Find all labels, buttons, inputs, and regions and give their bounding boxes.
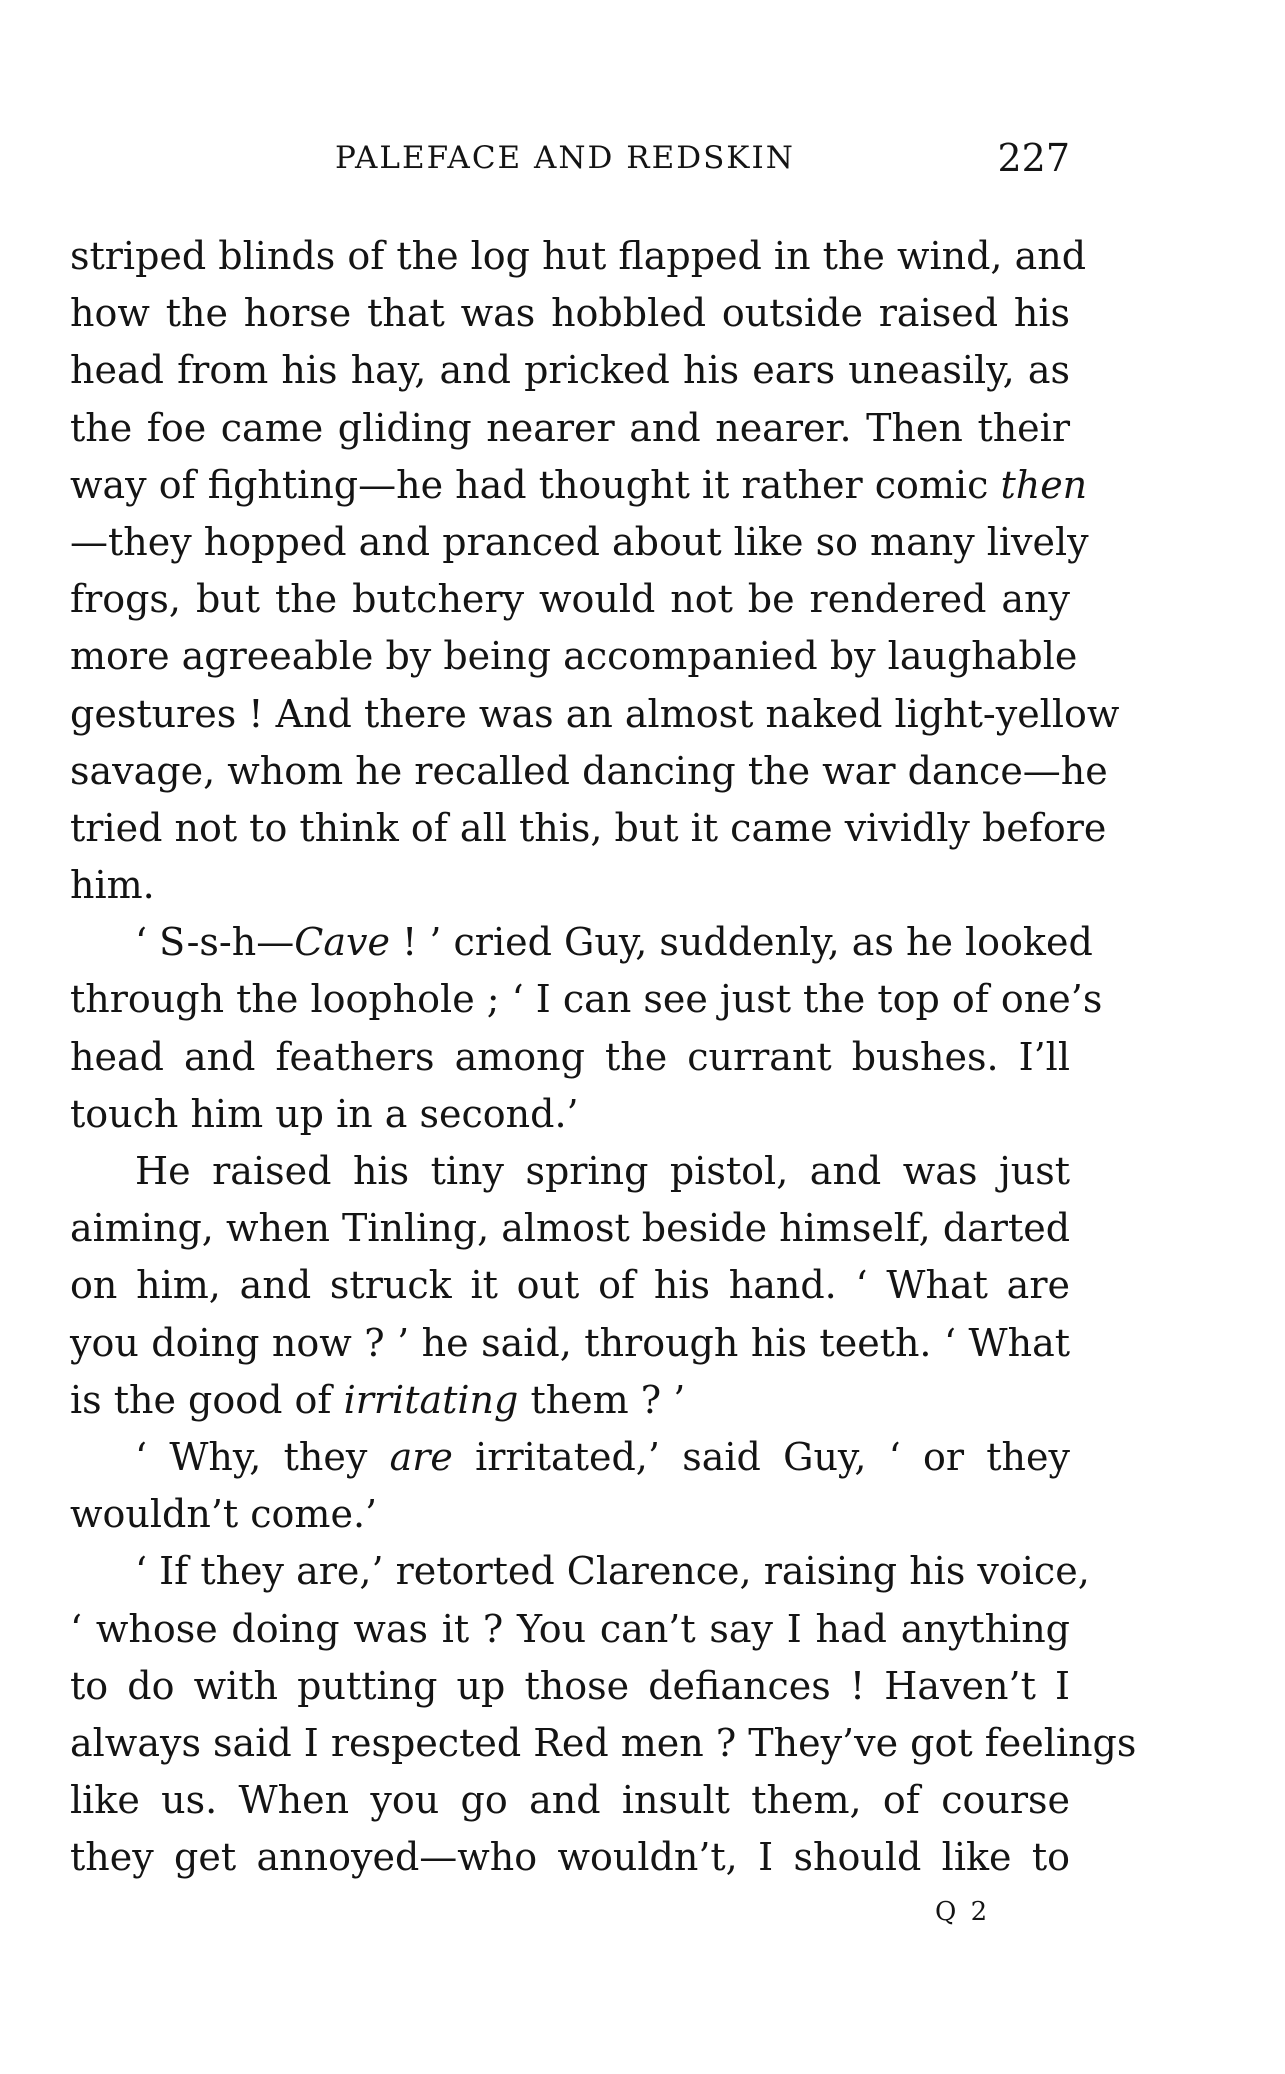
text-line bbox=[70, 971, 1103, 1028]
text-segment: gestures ! And there was an almost naked light-yellow bbox=[70, 691, 1120, 736]
text-segment: the foe came gliding nearer and nearer. Then their bbox=[70, 405, 1070, 450]
text-line bbox=[70, 743, 1108, 800]
text-line bbox=[70, 1543, 1090, 1600]
text-segment: irritated,’ said Guy, ‘ or they bbox=[452, 1434, 1070, 1479]
text-segment: always said I respected Red men ? They’ve got feelings bbox=[70, 1720, 1137, 1765]
running-title: PALEFACE AND REDSKIN bbox=[335, 140, 795, 176]
text-line bbox=[70, 1829, 1070, 1886]
text-line bbox=[70, 1143, 1070, 1200]
text-line bbox=[70, 571, 1070, 628]
signature-mark: Q 2 bbox=[935, 1897, 991, 1927]
text-line bbox=[70, 1715, 1137, 1772]
text-segment: wouldn’t come.’ bbox=[70, 1492, 378, 1537]
text-segment: is the good of bbox=[70, 1377, 344, 1422]
text-line bbox=[70, 1486, 1070, 1543]
text-segment: head and feathers among the currant bushes. I’ll bbox=[70, 1034, 1070, 1079]
text-line bbox=[70, 400, 1070, 457]
text-line bbox=[70, 1257, 1070, 1314]
text-segment: ! ’ cried Guy, suddenly, as he looked bbox=[389, 920, 1093, 965]
text-line bbox=[70, 1086, 1070, 1143]
text-segment: to do with putting up those defiances ! Haven’t I bbox=[70, 1663, 1070, 1708]
text-line bbox=[70, 285, 1070, 342]
text-segment: through the loophole ; ‘ I can see just the top of one’s bbox=[70, 977, 1103, 1022]
text-segment: ‘ If they are,’ retorted Clarence, raising his voice, bbox=[135, 1549, 1090, 1594]
text-line bbox=[70, 1200, 1070, 1257]
italic-text: are bbox=[389, 1434, 453, 1479]
text-line bbox=[70, 628, 1078, 685]
text-segment: ‘ whose doing was it ? You can’t say I had anything bbox=[70, 1606, 1070, 1651]
text-segment: tried not to think of all this, but it came vividly before bbox=[70, 805, 1107, 850]
text-segment: you doing now ? ’ he said, through his teeth. ‘ What bbox=[70, 1320, 1070, 1365]
text-segment: more agreeable by being accompanied by laughable bbox=[70, 634, 1078, 679]
text-line bbox=[70, 1315, 1070, 1372]
page-header bbox=[70, 136, 1070, 190]
body-text bbox=[70, 228, 1137, 1886]
page-number: 227 bbox=[997, 136, 1070, 180]
text-segment: on him, and struck it out of his hand. ‘ What are bbox=[70, 1263, 1070, 1308]
text-line bbox=[70, 1601, 1070, 1658]
italic-text: Cave bbox=[294, 920, 390, 965]
text-segment: aiming, when Tinling, almost beside himself, darted bbox=[70, 1206, 1071, 1251]
text-line bbox=[70, 1429, 1070, 1486]
text-segment: they get annoyed—who wouldn’t, I should like to bbox=[70, 1835, 1070, 1880]
text-line bbox=[70, 914, 1093, 971]
text-segment: He raised his tiny spring pistol, and was just bbox=[135, 1149, 1070, 1193]
text-segment: ‘ Why, they bbox=[135, 1434, 390, 1479]
text-segment: head from his hay, and pricked his ears uneasily, as bbox=[70, 348, 1070, 393]
text-segment: way of fighting—he had thought it rather comic bbox=[70, 462, 1001, 507]
text-line bbox=[70, 857, 1070, 914]
text-segment: him. bbox=[70, 863, 155, 908]
text-line bbox=[70, 514, 1089, 571]
text-segment: them ? ’ bbox=[518, 1377, 686, 1422]
italic-text: irritating bbox=[343, 1377, 519, 1422]
text-segment: ‘ S-s-h— bbox=[135, 920, 295, 965]
text-line bbox=[70, 228, 1087, 285]
text-line bbox=[70, 457, 1088, 514]
italic-text: then bbox=[1000, 462, 1088, 507]
text-line bbox=[70, 1658, 1070, 1715]
text-segment: —they hopped and pranced about like so many lively bbox=[70, 519, 1089, 564]
text-line bbox=[70, 1372, 1070, 1429]
text-segment: striped blinds of the log hut flapped in the wind, and bbox=[70, 234, 1087, 278]
text-line bbox=[70, 342, 1070, 399]
text-line bbox=[70, 686, 1120, 743]
text-segment: savage, whom he recalled dancing the war dance—he bbox=[70, 748, 1108, 793]
text-segment: touch him up in a second.’ bbox=[70, 1091, 579, 1136]
text-segment: frogs, but the butchery would not be rendered any bbox=[70, 577, 1070, 622]
text-segment: how the horse that was hobbled outside raised his bbox=[70, 291, 1070, 336]
text-segment: like us. When you go and insult them, of course bbox=[70, 1778, 1070, 1823]
text-line bbox=[70, 1772, 1070, 1829]
text-line bbox=[70, 800, 1107, 857]
text-line bbox=[70, 1029, 1070, 1086]
